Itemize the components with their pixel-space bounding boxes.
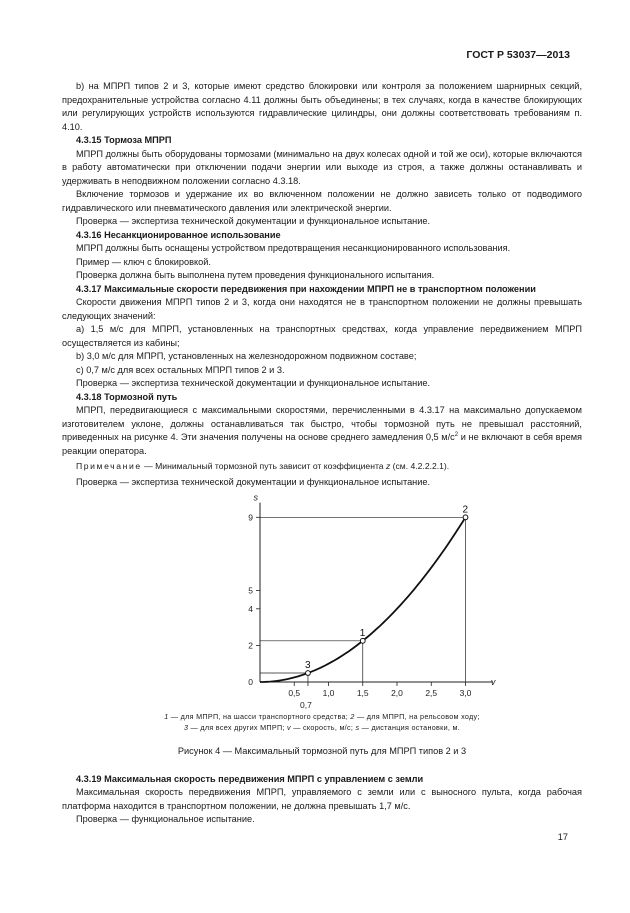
figure-4 <box>62 490 582 708</box>
paragraph: Проверка должна быть выполнена путем проведения функционального испытания. <box>76 270 435 280</box>
paragraph: МПРП должны быть оснащены устройством предотвращения несанкционированного использования. <box>76 243 511 253</box>
paragraph: Включение тормозов и удержание их во включенном положении не должно зависеть только от подводимого гидравлического или пневматического давления или электрической энергии. <box>62 189 582 213</box>
paragraph: b) на МПРП типов 2 и 3, которые имеют средство блокировки или контроля за положением шарнирных секций, предохранительные устройства согласно 4.11 должны быть объединены; в тех случаях, когда в качестве блокирующих или регулирующих устройств используются гидравлические цилиндры, они должны соответствовать требованиям п. 4.10. <box>62 81 582 132</box>
paragraph: Проверка — экспертиза технической документации и функциональное испытание. <box>76 216 431 226</box>
x-tick-label: 1,5 <box>356 688 369 698</box>
x-tick-label: 1,0 <box>322 688 335 698</box>
section-heading-4-3-15: 4.3.15 Тормоза МПРП <box>76 135 172 145</box>
y-tick-label: 5 <box>248 585 253 596</box>
legend-key: s <box>355 723 360 732</box>
paragraph: Скорости движения МПРП типов 2 и 3, когда они находятся не в транспортном положении не должны превышать следующих значений: <box>62 297 582 321</box>
list-item: а) 1,5 м/с для МПРП, установленных на транспортных средствах, когда управление передвижением МПРП осуществляется из кабины; <box>62 324 582 348</box>
paragraph <box>62 404 582 458</box>
legend-key: v <box>287 723 291 732</box>
legend-line <box>62 722 582 733</box>
x-axis-label: v <box>490 677 496 687</box>
paragraph: МПРП должны быть оборудованы тормозами (минимально на двух колесах одной и той же оси), которые включаются в работу автоматически при отключении подачи энергии или выходе из строя, а также должны останавливать и удерживать в неподвижном положении согласно 4.3.18. <box>62 148 582 186</box>
paragraph: Проверка — экспертиза технической документации и функциональное испытание. <box>76 378 431 388</box>
figure-legend <box>62 711 582 733</box>
legend-text: — для всех других МПРП; <box>188 723 288 732</box>
note-text: (см. 4.2.2.2.1). <box>390 461 450 471</box>
legend-line <box>62 711 582 722</box>
section-heading-4-3-19: 4.3.19 Максимальная скорость передвижения МПРП с управлением с земли <box>76 773 424 784</box>
paragraph-text: и не включают в себя время реакции оператора. <box>62 432 582 456</box>
x-tick-label: 3,0 <box>459 688 472 698</box>
x-tick-label: 0,5 <box>288 688 301 698</box>
superscript: 2 <box>454 431 459 438</box>
legend-text: — скорость, м/с; <box>290 723 356 732</box>
legend-key: 1 <box>164 712 169 721</box>
y-tick-label: 0 <box>248 677 253 687</box>
legend-text: — для МПРП, на рельсовом ходу; <box>354 712 480 721</box>
paragraph: Максимальная скорость передвижения МПРП, управляемого с земли или с выносного пульта, когда рабочая платформа находится в транспортном положении, не должна превышать 1,7 м/с. <box>62 787 582 811</box>
list-item: c) 0,7 м/с для всех остальных МПРП типов 2 и 3. <box>76 364 285 375</box>
note-variable: z <box>385 461 391 471</box>
y-tick-label: 9 <box>248 512 253 523</box>
document-body <box>62 80 582 827</box>
braking-distance-chart <box>172 490 496 710</box>
legend-key: 2 <box>350 712 355 721</box>
point-label: 3 <box>304 660 311 672</box>
section-heading-4-3-18: 4.3.18 Тормозной путь <box>76 391 178 402</box>
y-tick-label: 4 <box>248 603 253 614</box>
paragraph: Проверка — экспертиза технической документации и функциональное испытание. <box>76 476 431 487</box>
legend-text: — дистанция остановки, м. <box>359 723 461 732</box>
point-label: 1 <box>359 627 366 639</box>
document-header: ГОСТ Р 53037—2013 <box>466 49 570 61</box>
point-label: 2 <box>462 504 469 516</box>
data-point <box>463 515 468 520</box>
x-tick-label: 0,7 <box>300 700 312 710</box>
data-point <box>360 638 365 643</box>
list-item: b) 3,0 м/с для МПРП, установленных на железнодорожном подвижном составе; <box>76 351 417 361</box>
figure-caption: Рисунок 4 — Максимальный тормозной путь для МПРП типов 2 и 3 <box>177 746 467 756</box>
paragraph-text: МПРП, передвигающиеся с максимальными скоростями, перечисленными в 4.3.17 на максимально допускаемом изготовителем уклоне, должны останавливаться так быстро, чтобы тормозной путь не превышал расстояний, приведенных на рисунке 4. Эти значения получены на основе среднего замедления 0,5 м/с <box>62 405 582 442</box>
y-axis-label: s <box>253 492 258 503</box>
note-text: — Минимальный тормозной путь зависит от коэффициента <box>141 461 386 471</box>
note <box>62 460 582 474</box>
x-tick-label: 2,5 <box>425 688 438 698</box>
page-number: 17 <box>557 832 568 842</box>
paragraph: Пример — ключ с блокировкой. <box>76 256 211 267</box>
note-label: Примечание <box>76 461 142 471</box>
section-heading-4-3-17: 4.3.17 Максимальные скорости передвижения при нахождении МПРП не в транспортном положении <box>76 283 536 294</box>
data-point <box>306 671 311 676</box>
legend-text: — для МПРП, на шасси транспортного средства; <box>168 712 351 721</box>
legend-key: 3 <box>183 723 189 732</box>
x-tick-label: 2,0 <box>391 688 403 698</box>
section-heading-4-3-16: 4.3.16 Несанкционированное использование <box>76 229 281 240</box>
y-tick-label: 2 <box>248 640 253 651</box>
paragraph: Проверка — функциональное испытание. <box>76 814 255 824</box>
